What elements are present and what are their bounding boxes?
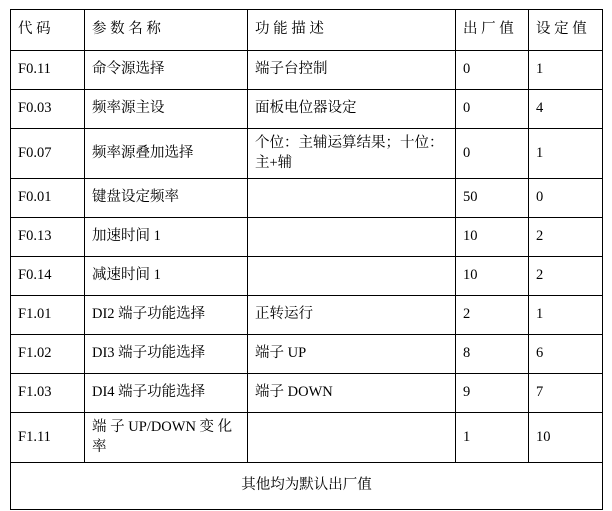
cell-name: 频率源叠加选择 — [85, 129, 248, 179]
table-row — [11, 90, 603, 129]
cell-desc: 正转运行 — [248, 296, 456, 335]
table-row — [11, 129, 603, 179]
cell-set: 1 — [529, 296, 603, 335]
cell-code: F0.07 — [11, 129, 85, 179]
cell-name: 端 子 UP/DOWN 变 化率 — [85, 413, 248, 463]
table-row — [11, 51, 603, 90]
cell-factory: 10 — [456, 257, 529, 296]
cell-factory: 0 — [456, 129, 529, 179]
cell-factory: 8 — [456, 335, 529, 374]
cell-code: F1.02 — [11, 335, 85, 374]
cell-desc: 端子 DOWN — [248, 374, 456, 413]
cell-set: 6 — [529, 335, 603, 374]
cell-desc: 端子 UP — [248, 335, 456, 374]
cell-set: 0 — [529, 179, 603, 218]
cell-code: F1.03 — [11, 374, 85, 413]
table-row — [11, 374, 603, 413]
cell-set: 2 — [529, 218, 603, 257]
cell-factory: 0 — [456, 90, 529, 129]
table-footer-row — [11, 463, 603, 510]
cell-desc: 个位：主辅运算结果；十位：主+辅 — [248, 129, 456, 179]
cell-name: 频率源主设 — [85, 90, 248, 129]
cell-set: 2 — [529, 257, 603, 296]
cell-set: 1 — [529, 129, 603, 179]
table-row — [11, 257, 603, 296]
cell-code: F0.03 — [11, 90, 85, 129]
table-row — [11, 218, 603, 257]
header-set: 设 定 值 — [529, 10, 603, 51]
cell-set: 1 — [529, 51, 603, 90]
cell-name: DI3 端子功能选择 — [85, 335, 248, 374]
cell-desc — [248, 413, 456, 463]
cell-factory: 1 — [456, 413, 529, 463]
table-row — [11, 179, 603, 218]
cell-factory: 2 — [456, 296, 529, 335]
cell-set: 4 — [529, 90, 603, 129]
cell-code: F0.01 — [11, 179, 85, 218]
cell-desc: 端子台控制 — [248, 51, 456, 90]
cell-code: F0.11 — [11, 51, 85, 90]
parameter-table — [10, 9, 603, 510]
cell-name: 命令源选择 — [85, 51, 248, 90]
cell-name: 加速时间 1 — [85, 218, 248, 257]
header-factory: 出 厂 值 — [456, 10, 529, 51]
cell-factory: 9 — [456, 374, 529, 413]
header-code: 代 码 — [11, 10, 85, 51]
table-row — [11, 335, 603, 374]
header-desc: 功 能 描 述 — [248, 10, 456, 51]
header-name: 参 数 名 称 — [85, 10, 248, 51]
cell-name: 键盘设定频率 — [85, 179, 248, 218]
cell-desc — [248, 179, 456, 218]
table-row — [11, 413, 603, 463]
cell-name: DI2 端子功能选择 — [85, 296, 248, 335]
cell-code: F1.11 — [11, 413, 85, 463]
cell-code: F0.13 — [11, 218, 85, 257]
cell-factory: 0 — [456, 51, 529, 90]
cell-factory: 10 — [456, 218, 529, 257]
cell-set: 7 — [529, 374, 603, 413]
cell-factory: 50 — [456, 179, 529, 218]
cell-name: 减速时间 1 — [85, 257, 248, 296]
cell-code: F1.01 — [11, 296, 85, 335]
cell-set: 10 — [529, 413, 603, 463]
cell-desc: 面板电位器设定 — [248, 90, 456, 129]
cell-desc — [248, 257, 456, 296]
footer-note: 其他均为默认出厂值 — [11, 463, 603, 510]
table-header-row — [11, 10, 603, 51]
cell-desc — [248, 218, 456, 257]
cell-name: DI4 端子功能选择 — [85, 374, 248, 413]
cell-code: F0.14 — [11, 257, 85, 296]
table-row — [11, 296, 603, 335]
